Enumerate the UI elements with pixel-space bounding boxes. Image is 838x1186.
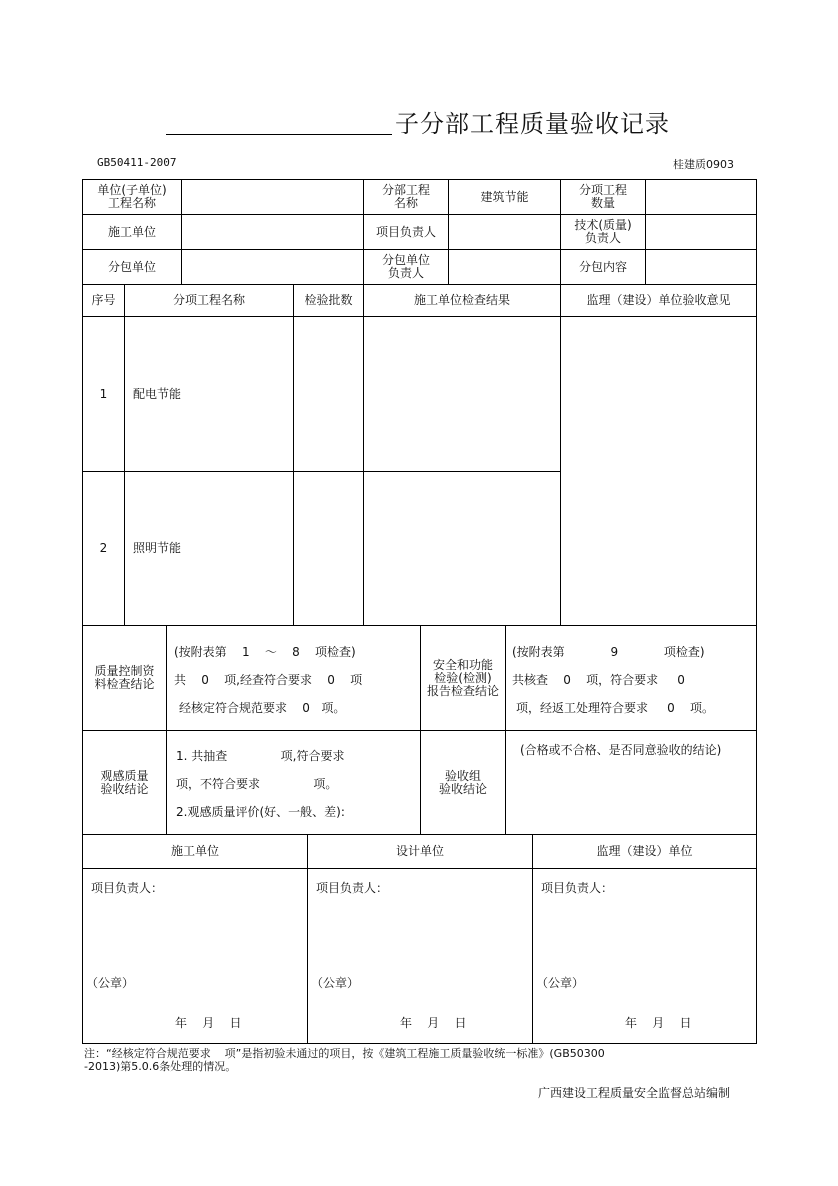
row-1-no: 1 <box>82 316 125 472</box>
col-header-name: 分项工程名称 <box>124 284 294 317</box>
row-1-name: 配电节能 <box>124 316 294 472</box>
sub-manager-label: 分包单位 负责人 <box>363 249 449 285</box>
sub-manager-field[interactable] <box>448 249 561 285</box>
qc-label: 质量控制资 料检查结论 <box>82 625 167 731</box>
publisher: 广西建设工程质量安全监督总站编制 <box>538 1086 731 1100</box>
unit-name-field[interactable] <box>181 179 364 215</box>
sign-unit-contractor: 施工单位 <box>82 834 308 869</box>
seal-contractor: （公章） <box>86 976 135 990</box>
sign-person-supervisor: 项目负责人： <box>541 881 614 895</box>
appearance-line-3: 2.观感质量评价(好、一般、差): <box>176 805 345 819</box>
sign-person-designer: 项目负责人： <box>316 881 389 895</box>
standard-code: GB50411-2007 <box>97 156 177 169</box>
sign-unit-supervisor: 监理（建设）单位 <box>532 834 757 869</box>
row-1-batches[interactable] <box>293 316 364 472</box>
col-header-batches: 检验批数 <box>293 284 364 317</box>
sign-person-contractor: 项目负责人： <box>91 881 164 895</box>
tech-manager-label: 技术(质量) 负责人 <box>560 214 646 250</box>
division-field[interactable]: 建筑节能 <box>448 179 561 215</box>
supervisor-opinion-field[interactable] <box>560 316 757 626</box>
qc-line-3: 经核定符合规范要求 0 项。 <box>179 701 346 715</box>
row-1-result[interactable] <box>363 316 561 472</box>
row-2-batches[interactable] <box>293 471 364 626</box>
seal-supervisor: （公章） <box>536 976 585 990</box>
col-header-contractor-result: 施工单位检查结果 <box>363 284 561 317</box>
date-designer: 年 月 日 <box>400 1016 467 1030</box>
sign-unit-designer: 设计单位 <box>307 834 533 869</box>
appearance-line-1: 1. 共抽查 项,符合要求 <box>176 749 345 763</box>
row-2-result[interactable] <box>363 471 561 626</box>
col-header-no: 序号 <box>82 284 125 317</box>
contractor-field[interactable] <box>181 214 364 250</box>
footnote: 注：“经核定符合规范要求 项”是指初验未通过的项目，按《建筑工程施工质量验收统一标准》(GB50300 -2013)第5.0.6条处理的情况。 <box>84 1047 605 1073</box>
qc-line-1: (按附表第 1 ～ 8 项检查) <box>174 645 356 659</box>
safety-line-1: (按附表第 9 项检查) <box>512 645 705 659</box>
tech-manager-field[interactable] <box>645 214 757 250</box>
subcontractor-label: 分包单位 <box>82 249 182 285</box>
appearance-line-2: 项，不符合要求 项。 <box>176 777 338 791</box>
form-code: 桂建质0903 <box>673 158 734 171</box>
project-manager-field[interactable] <box>448 214 561 250</box>
contractor-label: 施工单位 <box>82 214 182 250</box>
sub-content-label: 分包内容 <box>560 249 646 285</box>
safety-line-3: 项，经返工处理符合要求 0 项。 <box>516 701 714 715</box>
date-supervisor: 年 月 日 <box>625 1016 692 1030</box>
qc-line-2: 共 0 项,经查符合要求 0 项 <box>174 673 363 687</box>
seal-designer: （公章） <box>311 976 360 990</box>
subitem-count-field[interactable] <box>645 179 757 215</box>
col-header-supervisor-opinion: 监理（建设）单位验收意见 <box>560 284 757 317</box>
appearance-label: 观感质量 验收结论 <box>82 730 167 835</box>
row-2-name: 照明节能 <box>124 471 294 626</box>
title-blank-line <box>166 134 392 135</box>
subitem-count-label: 分项工程 数量 <box>560 179 646 215</box>
group-label: 验收组 验收结论 <box>420 730 506 835</box>
row-2-no: 2 <box>82 471 125 626</box>
page-title: 子分部工程质量验收记录 <box>395 110 670 138</box>
project-manager-label: 项目负责人 <box>363 214 449 250</box>
safety-label: 安全和功能 检验(检测) 报告检查结论 <box>420 625 506 731</box>
sub-content-field[interactable] <box>645 249 757 285</box>
safety-line-2: 共核查 0 项，符合要求 0 <box>512 673 685 687</box>
division-label: 分部工程 名称 <box>363 179 449 215</box>
date-contractor: 年 月 日 <box>175 1016 242 1030</box>
group-hint: (合格或不合格、是否同意验收的结论) <box>520 743 722 757</box>
unit-name-label: 单位(子单位) 工程名称 <box>82 179 182 215</box>
subcontractor-field[interactable] <box>181 249 364 285</box>
